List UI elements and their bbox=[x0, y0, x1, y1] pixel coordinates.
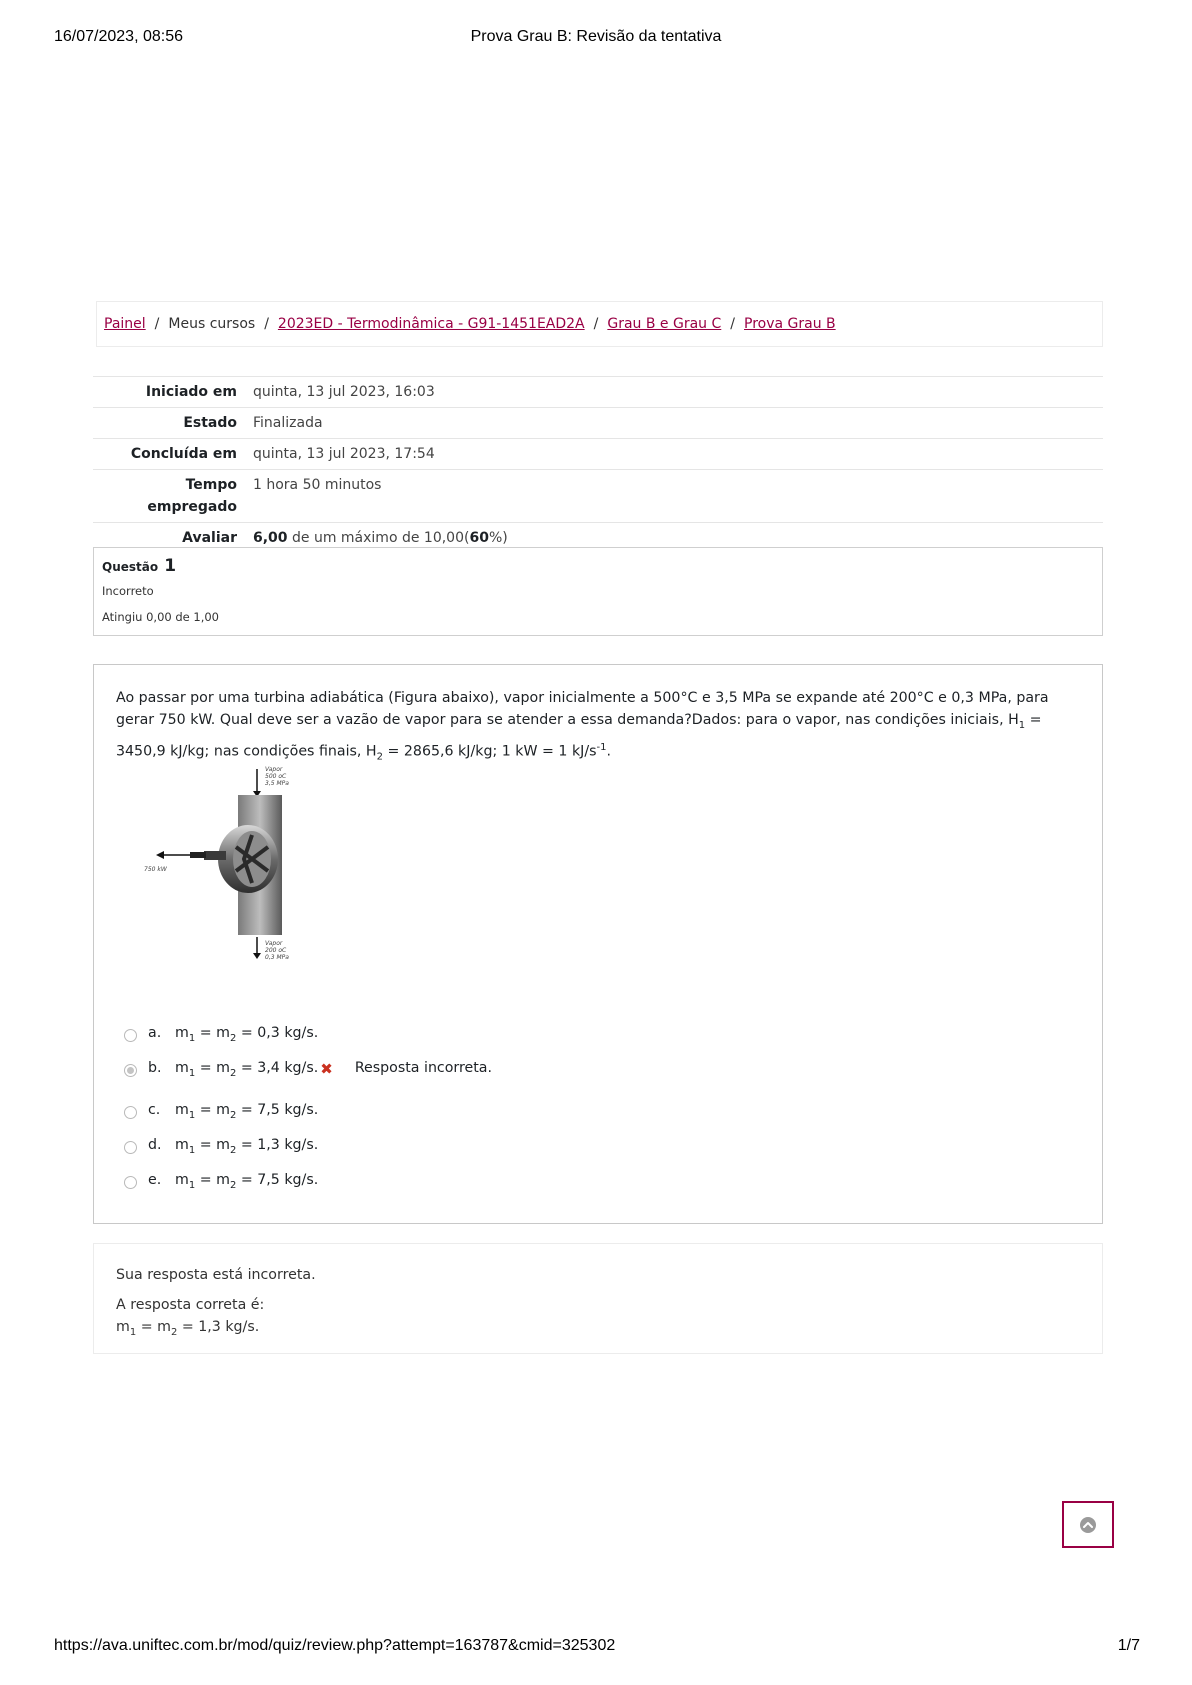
option-a-radio[interactable] bbox=[124, 1029, 137, 1042]
option-e-label: $m_1 = m_2 = 7,5$ kg/s. bbox=[175, 1172, 319, 1191]
incorrect-cross-icon: ✖ bbox=[320, 1060, 333, 1078]
state-value: Finalizada bbox=[253, 408, 1103, 439]
option-letter: a. bbox=[148, 1025, 162, 1041]
time-value: 1 hora 50 minutos bbox=[253, 470, 1103, 523]
option-e-radio[interactable] bbox=[124, 1176, 137, 1189]
completed-value: quinta, 13 jul 2023, 17:54 bbox=[253, 439, 1103, 470]
turbine-figure bbox=[124, 765, 294, 965]
summary-row-completed bbox=[93, 439, 1103, 470]
back-to-top-button[interactable] bbox=[1062, 1501, 1114, 1548]
summary-row-time bbox=[93, 470, 1103, 523]
breadcrumb-item-meus-cursos: Meus cursos bbox=[168, 316, 256, 332]
question-text: Ao passar por uma turbina adiabática (Figura abaixo), vapor inicialmente a 500°C e 3,5 MPa se expande até 200°C e 0,3 MPa, para gerar 750 kW. Qual deve ser a vazão de vapor para se atender a essa demanda?Dados: para o vapor, nas condições iniciais, $H_1 = 3450,9$ kJ/kg; nas condições finais, $H_2 = 2865,6$ kJ/kg; 1 kW = 1 $kJ/s^{-1}$. bbox=[116, 690, 1049, 763]
question-number: Questão 1 bbox=[102, 556, 177, 576]
completed-label: Concluída em bbox=[93, 439, 253, 470]
breadcrumb-item-quiz[interactable]: Prova Grau B bbox=[744, 316, 836, 332]
question-state: Incorreto bbox=[102, 584, 154, 598]
option-b-label: $m_1 = m_2 = 3,4$ kg/s. bbox=[175, 1060, 319, 1079]
svg-text:3,5 MPa: 3,5 MPa bbox=[265, 780, 289, 787]
svg-text:Vapor: Vapor bbox=[265, 940, 283, 947]
print-datetime: 16/07/2023, 08:56 bbox=[54, 28, 184, 45]
option-letter: d. bbox=[148, 1137, 162, 1153]
breadcrumb-separator: / bbox=[730, 316, 735, 332]
breadcrumb-item-section[interactable]: Grau B e Grau C bbox=[607, 316, 722, 332]
svg-text:750 kW: 750 kW bbox=[144, 866, 167, 873]
question-mark: Atingiu 0,00 de 1,00 bbox=[102, 610, 219, 624]
breadcrumb-item-course[interactable]: 2023ED - Termodinâmica - G91-1451EAD2A bbox=[277, 316, 585, 332]
option-a bbox=[124, 1025, 492, 1060]
breadcrumb-separator: / bbox=[264, 316, 269, 332]
attempt-summary-table bbox=[93, 376, 1103, 554]
state-label: Estado bbox=[93, 408, 253, 439]
correct-answer-value: $m_1 = m_2 = 1,3$ kg/s. bbox=[116, 1319, 260, 1338]
breadcrumb bbox=[96, 301, 1103, 347]
print-title: Prova Grau B: Revisão da tentativa bbox=[470, 28, 722, 45]
summary-row-started bbox=[93, 377, 1103, 408]
option-d-label: $m_1 = m_2 = 1,3$ kg/s. bbox=[175, 1137, 319, 1156]
option-letter: c. bbox=[148, 1102, 161, 1118]
option-letter: e. bbox=[148, 1172, 162, 1188]
option-a-label: $m_1 = m_2 = 0,3$ kg/s. bbox=[175, 1025, 319, 1044]
option-c bbox=[124, 1102, 492, 1137]
outcome-incorrect-text: Sua resposta está incorreta. bbox=[116, 1267, 316, 1283]
svg-text:0,3 MPa: 0,3 MPa bbox=[265, 954, 289, 961]
correct-answer-label: A resposta correta é: bbox=[116, 1297, 265, 1313]
grade-label: Avaliar bbox=[93, 523, 253, 554]
answer-options bbox=[124, 1025, 492, 1207]
started-value: quinta, 13 jul 2023, 16:03 bbox=[253, 377, 1103, 408]
option-e bbox=[124, 1172, 492, 1207]
chevron-up-icon bbox=[1079, 1516, 1097, 1534]
print-url: https://ava.uniftec.com.br/mod/quiz/review.php?attempt=163787&cmid=325302 bbox=[54, 1637, 616, 1654]
option-b-feedback: Resposta incorreta. bbox=[354, 1060, 493, 1076]
breadcrumb-separator: / bbox=[154, 316, 160, 332]
option-d bbox=[124, 1137, 492, 1172]
option-b bbox=[124, 1060, 492, 1102]
breadcrumb-separator: / bbox=[593, 316, 599, 332]
option-letter: b. bbox=[148, 1060, 162, 1076]
started-label: Iniciado em bbox=[93, 377, 253, 408]
option-b-radio[interactable] bbox=[124, 1064, 137, 1077]
option-c-radio[interactable] bbox=[124, 1106, 137, 1119]
question-outcome bbox=[93, 1243, 1103, 1354]
question-formulation bbox=[93, 664, 1103, 1224]
print-page-number: 1/7 bbox=[1117, 1637, 1140, 1654]
svg-text:200 oC: 200 oC bbox=[265, 947, 287, 954]
svg-text:Vapor: Vapor bbox=[265, 766, 283, 773]
summary-row-state bbox=[93, 408, 1103, 439]
question-info bbox=[93, 547, 1103, 636]
option-d-radio[interactable] bbox=[124, 1141, 137, 1154]
svg-text:500 oC: 500 oC bbox=[265, 773, 287, 780]
option-c-label: $m_1 = m_2 = 7,5$ kg/s. bbox=[175, 1102, 319, 1121]
breadcrumb-item-painel[interactable]: Painel bbox=[104, 316, 146, 332]
time-label: Tempo empregado bbox=[93, 470, 253, 523]
grade-value: 6,00 de um máximo de 10,00(60%) bbox=[253, 523, 1103, 554]
